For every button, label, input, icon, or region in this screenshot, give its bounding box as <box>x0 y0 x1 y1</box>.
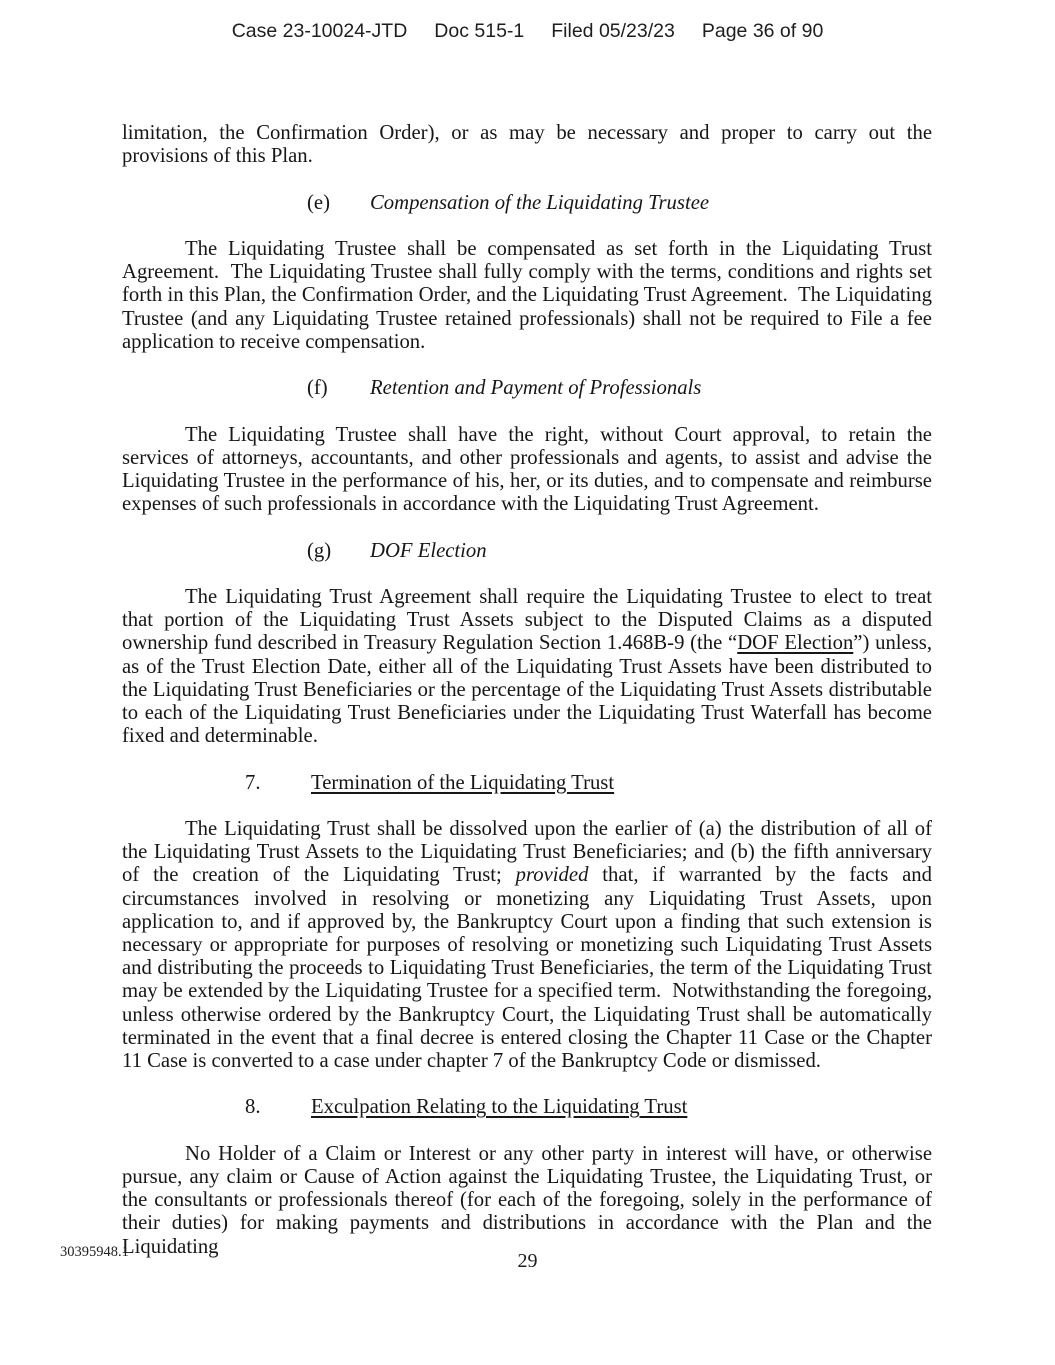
body-text: The Liquidating Trust shall be dissolved upon the earlier of (a) the distribution of all of the Liquidating Trust Assets to the Liquidating Trust Beneficiaries; and (b) the fifth anniversary of the creation of the Liquidating Trust; <box>122 817 932 887</box>
heading-number: (e) <box>307 191 330 214</box>
document-body <box>122 122 932 1259</box>
body-text: that, if warranted by the facts and circumstances involved in resolving or monetizing any Liquidating Trust Assets, upon application to, and if approved by, the Bankruptcy Court upon a finding that such extension is necessary or appropriate for purposes of resolving or monetizing such Liquidating Trust Assets and distributing the proceeds to Liquidating Trust Beneficiaries, the term of the Liquidating Trust may be extended by the Liquidating Trustee for a specified term. Notwithstanding the foregoing, unless otherwise ordered by the Bankruptcy Court, the Liquidating Trust shall be automatically terminated in the event that a final decree is entered closing the Chapter 11 Case or the Chapter 11 Case is converted to a case under chapter 7 of the Bankruptcy Code or dismissed. <box>122 864 932 1072</box>
paragraph <box>122 122 932 168</box>
subsection-heading <box>122 192 932 215</box>
doc-number: Doc 515-1 <box>434 20 525 42</box>
body-text: The Liquidating Trustee shall have the right, without Court approval, to retain the services of attorneys, accountants, and other professionals and agents, to assist and advise the Liquidating Trustee in the performance of his, her, or its duties, and to compensate and reimburse expenses of such professionals in accordance with the Liquidating Trust Agreement. <box>122 423 932 516</box>
page-indicator: Page 36 of 90 <box>701 20 824 42</box>
paragraph <box>122 586 932 748</box>
body-text: limitation, the Confirmation Order), or as may be necessary and proper to carry out the provisions of this Plan. <box>122 122 932 168</box>
emphasized-text: provided <box>515 864 589 887</box>
case-number: Case 23-10024-JTD <box>231 20 408 42</box>
body-text: The Liquidating Trust Agreement shall require the Liquidating Trustee to elect to treat that portion of the Liquidating Trust Assets subject to the Disputed Claims as a disputed ownership fund described in Treasury Regulation Section 1.468B-9 (the “ <box>122 585 932 655</box>
heading-title: Retention and Payment of Professionals <box>370 377 702 400</box>
body-text: The Liquidating Trustee shall be compensated as set forth in the Liquidating Trust Agreement. The Liquidating Trustee shall fully comply with the terms, conditions and rights set forth in this Plan, the Confirmation Order, and the Liquidating Trust Agreement. The Liquidating Trustee (and any Liquidating Trustee retained professionals) shall not be required to File a fee application to receive compensation. <box>122 237 932 353</box>
section-heading <box>122 772 932 795</box>
paragraph <box>122 1143 932 1259</box>
filed-date: Filed 05/23/23 <box>551 20 675 42</box>
body-text: ”) unless, as of the Trust Election Date, either all of the Liquidating Trust Assets have been distributed to the Liquidating Trust Beneficiaries or the percentage of the Liquidating Trust Assets distributable to each of the Liquidating Trust Beneficiaries under the Liquidating Trust Waterfall has become fixed and determinable. <box>122 632 932 748</box>
page-number: 29 <box>517 1250 538 1272</box>
defined-term: DOF Election <box>737 632 854 655</box>
section-heading <box>122 1096 932 1119</box>
document-id-stamp: 30395948.1 <box>60 1244 129 1260</box>
paragraph <box>122 424 932 517</box>
subsection-heading <box>122 377 932 400</box>
heading-title: Compensation of the Liquidating Trustee <box>370 191 710 214</box>
heading-number: 8. <box>245 1096 261 1119</box>
body-text: No Holder of a Claim or Interest or any other party in interest will have, or otherwise pursue, any claim or Cause of Action against the Liquidating Trustee, the Liquidating Trust, or the consultants or professionals thereof (for each of the foregoing, solely in the performance of their duties) for making payments and distributions in accordance with the Plan and the Liquidating <box>122 1142 932 1258</box>
court-filing-stamp <box>0 20 1055 43</box>
paragraph <box>122 818 932 1073</box>
heading-number: (g) <box>307 539 332 562</box>
heading-title: Termination of the Liquidating Trust <box>311 771 615 794</box>
subsection-heading <box>122 540 932 563</box>
heading-number: 7. <box>245 771 261 794</box>
heading-title: Exculpation Relating to the Liquidating Trust <box>311 1096 688 1119</box>
heading-number: (f) <box>307 377 328 400</box>
heading-title: DOF Election <box>370 539 487 562</box>
paragraph <box>122 238 932 354</box>
